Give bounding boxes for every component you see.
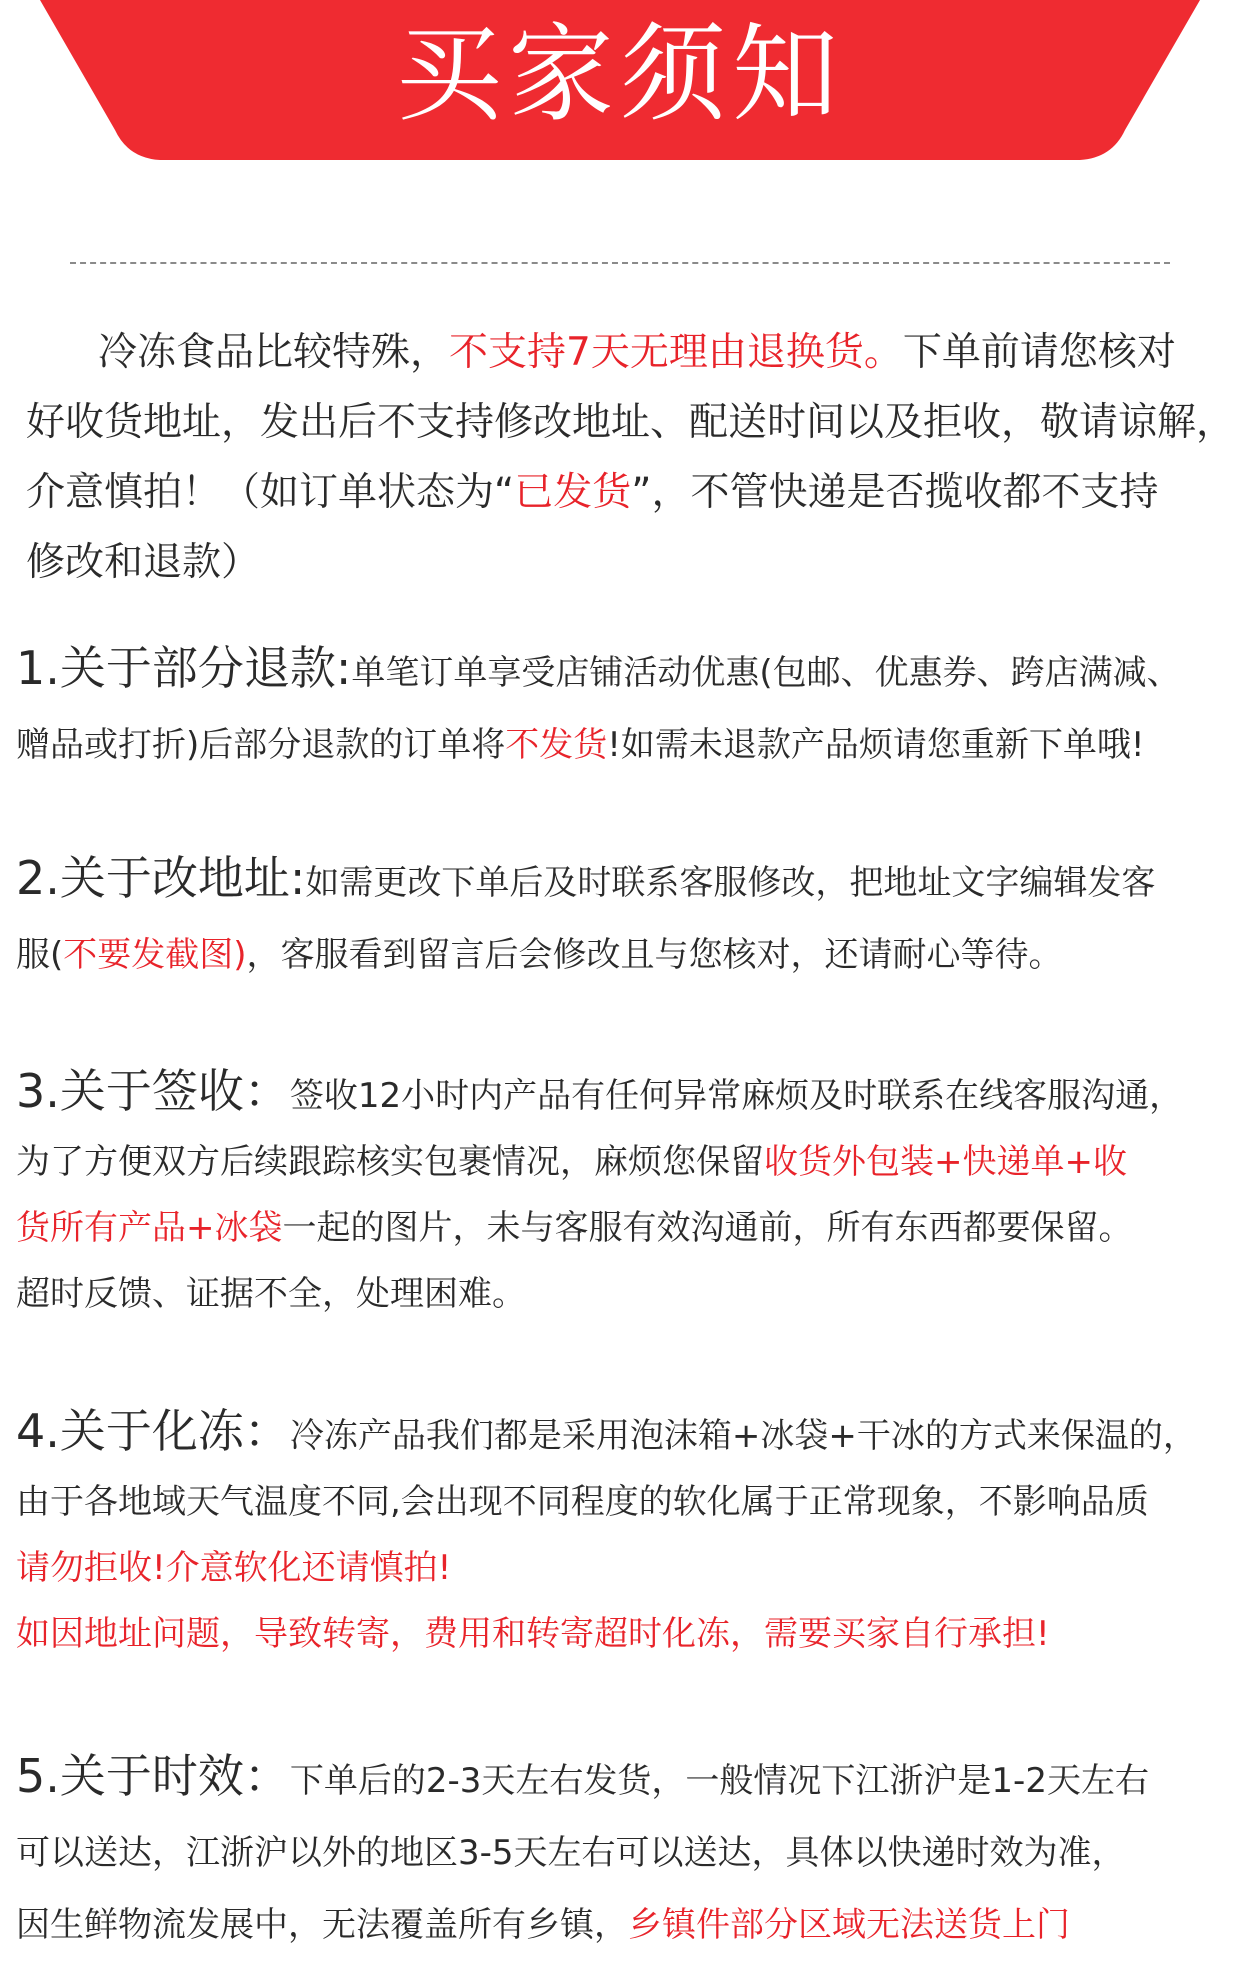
section-partial-refund: [16, 632, 1238, 781]
section-line: [16, 842, 1238, 919]
dashed-divider: [70, 262, 1170, 264]
section-text: 为了方便双方后续跟踪核实包裹情况，麻烦您保留: [16, 1142, 764, 1182]
section-heading: 4.关于化冻：: [16, 1404, 290, 1458]
section-text: 一起的图片，未与客服有效沟通前，所有东西都要保留。: [282, 1208, 1133, 1248]
section-highlight: 乡镇件部分区域无法送货上门: [628, 1905, 1070, 1945]
section-line: [16, 1058, 1238, 1129]
intro-text: 下单前请您核对: [902, 330, 1176, 375]
section-receipt: [16, 1058, 1238, 1327]
intro-text: 冷冻食品比较特殊，: [98, 330, 450, 375]
section-text: !如需未退款产品烦请您重新下单哦!: [607, 725, 1145, 765]
section-line: [16, 1195, 1238, 1261]
section-line: 可以送达，江浙沪以外的地区3-5天左右可以送达，具体以快递时效为准，: [16, 1833, 1126, 1873]
section-text: 如需更改下单后及时联系客服修改，把地址文字编辑发客: [305, 863, 1156, 903]
section-change-address: [16, 842, 1238, 991]
section-highlight: 不发货: [505, 725, 608, 765]
section-text: 单笔订单享受店铺活动优惠(包邮、优惠券、跨店满减、: [351, 653, 1181, 693]
section-heading: 5.关于时效：: [16, 1749, 290, 1803]
section-heading: 2.关于改地址:: [16, 851, 306, 905]
section-highlight: 收货外包装+快递单+收: [764, 1142, 1127, 1182]
intro-line-3: [26, 458, 1236, 528]
section-line: [16, 1889, 1238, 1961]
section-heading: 1.关于部分退款:: [16, 641, 352, 695]
section-line: [16, 1129, 1238, 1195]
section-line: [16, 919, 1238, 991]
intro-line-4: 修改和退款）: [26, 540, 261, 585]
intro-highlight: 不支持7天无理由退换货。: [449, 330, 903, 375]
section-text: 服(: [16, 935, 64, 975]
section-line: [16, 632, 1238, 709]
section-heading: 3.关于签收：: [16, 1064, 290, 1118]
header-banner: [0, 0, 1240, 165]
section-delivery-time: [16, 1740, 1238, 1961]
section-line: 由于各地域天气温度不同,会出现不同程度的软化属于正常现象，不影响品质: [16, 1482, 1149, 1522]
section-text: 签收12小时内产品有任何异常麻烦及时联系在线客服沟通，: [289, 1076, 1184, 1116]
section-text: 赠品或打折)后部分退款的订单将: [16, 725, 506, 765]
section-line: [16, 709, 1238, 781]
intro-paragraph: [26, 318, 1236, 598]
section-text: 下单后的2-3天左右发货，一般情况下江浙沪是1-2天左右: [289, 1761, 1149, 1801]
section-text: ，客服看到留言后会修改且与您核对，还请耐心等待。: [246, 935, 1063, 975]
section-highlight-line: 如因地址问题，导致转寄，费用和转寄超时化冻，需要买家自行承担!: [16, 1614, 1050, 1654]
section-text: 因生鲜物流发展中，无法覆盖所有乡镇，: [16, 1905, 628, 1945]
section-line: [16, 1740, 1238, 1817]
section-highlight-line: 请勿拒收!介意软化还请慎拍!: [16, 1548, 452, 1588]
intro-highlight: 已发货: [514, 470, 632, 515]
intro-line-1: [26, 318, 1236, 388]
page-title: 买家须知: [396, 13, 844, 136]
intro-text: 介意慎拍！（如订单状态为“: [26, 470, 515, 515]
section-line: 超时反馈、证据不全，处理困难。: [16, 1274, 526, 1314]
section-line: [16, 1398, 1238, 1469]
section-thawing: [16, 1398, 1238, 1667]
section-text: 冷冻产品我们都是采用泡沫箱+冰袋+干冰的方式来保温的，: [289, 1416, 1197, 1456]
intro-text: ”，不管快递是否揽收都不支持: [631, 470, 1159, 515]
section-highlight: 货所有产品+冰袋: [16, 1208, 283, 1248]
section-highlight: 不要发截图): [63, 935, 247, 975]
intro-line-2: 好收货地址，发出后不支持修改地址、配送时间以及拒收，敬请谅解，: [26, 400, 1236, 445]
